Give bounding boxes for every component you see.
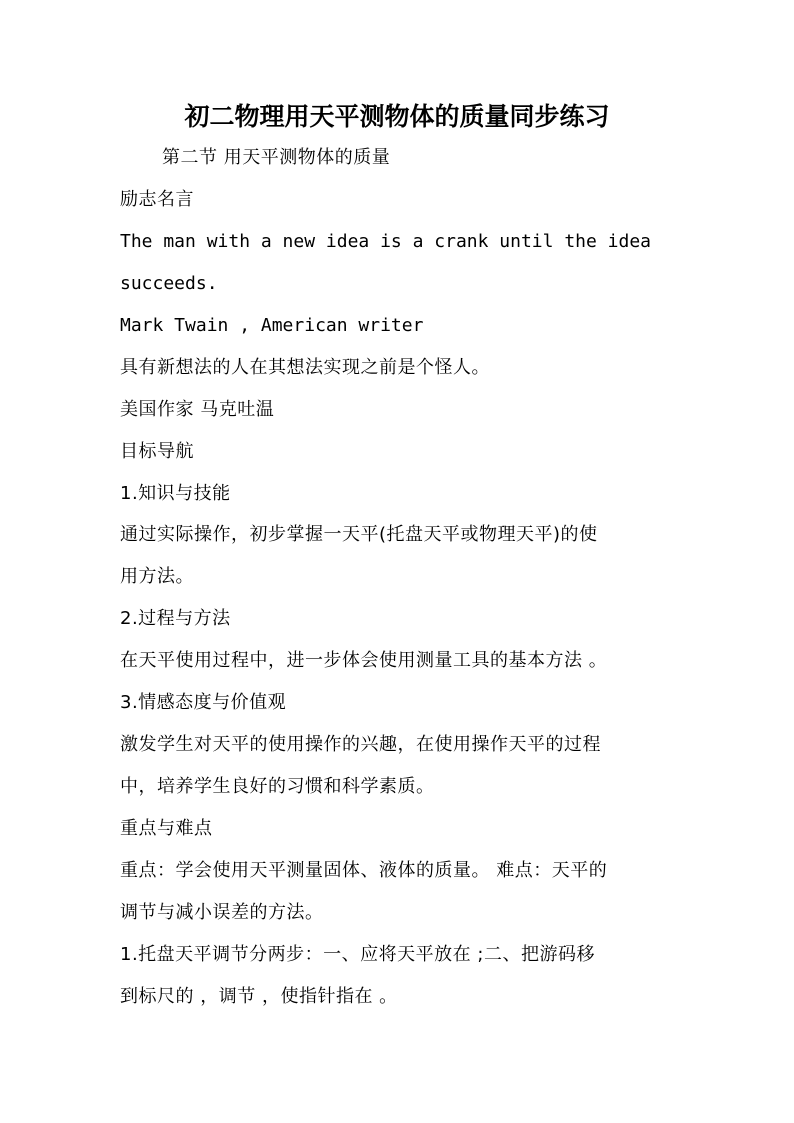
quote-author-chinese: 美国作家 马克吐温	[120, 399, 275, 420]
goal-3-heading: 3.情感态度与价值观	[120, 692, 287, 713]
goal-3-text-line-2: 中，培养学生良好的习惯和科学素质。	[120, 776, 435, 797]
goal-2-text: 在天平使用过程中，进一步体会使用测量工具的基本方法 。	[120, 650, 608, 671]
quote-chinese: 具有新想法的人在其想法实现之前是个怪人。	[120, 357, 490, 378]
key-points-heading: 重点与难点	[120, 818, 213, 839]
quote-english-line-2: succeeds.	[120, 273, 218, 294]
quote-english-line-1: The man with a new idea is a crank until the idea	[120, 231, 652, 252]
goal-3-text-line-1: 激发学生对天平的使用操作的兴趣，在使用操作天平的过程	[120, 734, 601, 755]
goals-heading: 目标导航	[120, 441, 194, 462]
exercise-1-line-1: 1.托盘天平调节分两步：一、应将天平放在 ;二、把游码移	[120, 944, 595, 965]
quote-author-english: Mark Twain , American writer	[120, 315, 424, 336]
motto-heading: 励志名言	[120, 189, 194, 210]
goal-1-text-line-2: 用方法。	[120, 566, 194, 587]
goal-1-text-line-1: 通过实际操作，初步掌握一天平(托盘天平或物理天平)的使	[120, 524, 598, 545]
goal-1-heading: 1.知识与技能	[120, 483, 231, 504]
goal-2-heading: 2.过程与方法	[120, 608, 231, 629]
section-heading: 第二节 用天平测物体的质量	[162, 147, 391, 168]
key-points-text-line-2: 调节与减小误差的方法。	[120, 902, 324, 923]
exercise-1-line-2: 到标尺的 ，调节 ，使指针指在 。	[120, 986, 398, 1007]
document-title: 初二物理用天平测物体的质量同步练习	[184, 102, 610, 131]
key-points-text-line-1: 重点：学会使用天平测量固体、液体的质量。 难点：天平的	[120, 860, 608, 881]
